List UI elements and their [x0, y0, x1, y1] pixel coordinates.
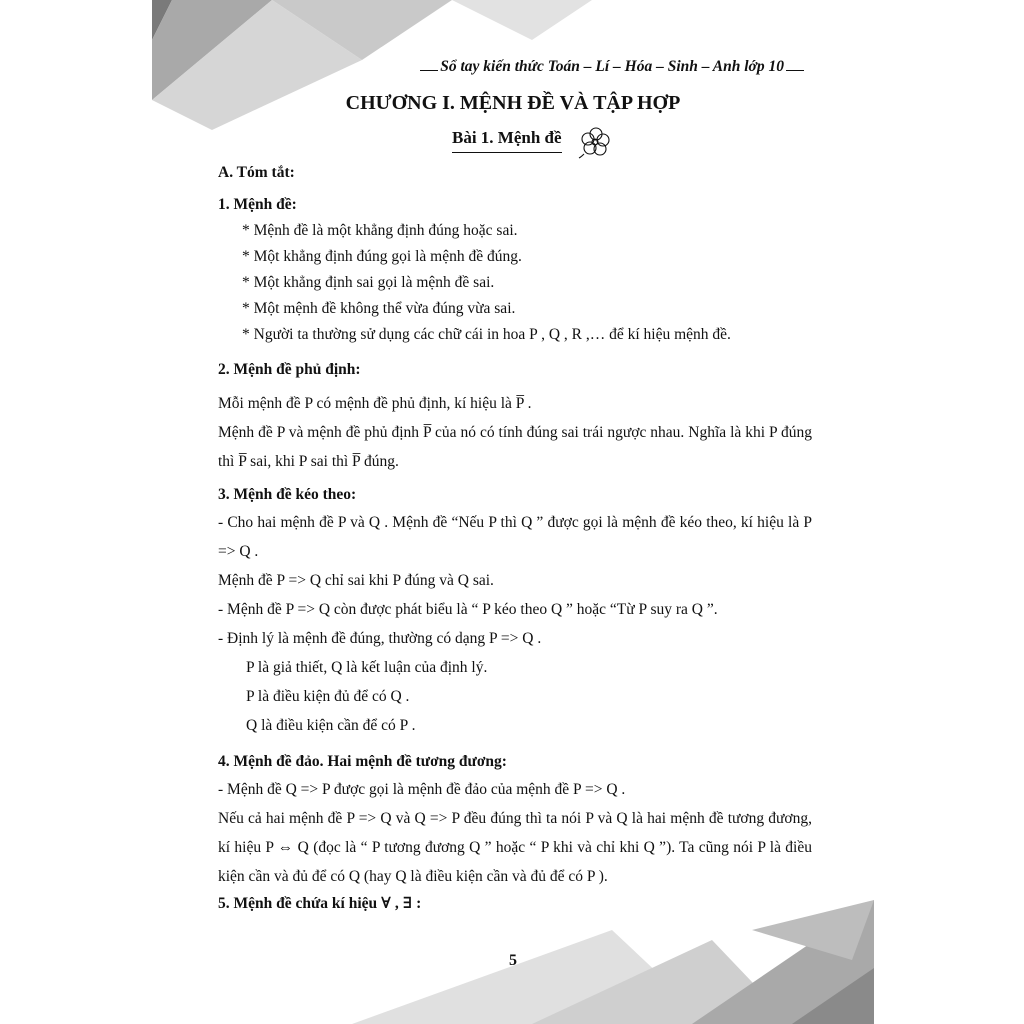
s1-item: * Một khẳng định đúng gọi là mệnh đề đúng. [242, 248, 522, 265]
top-triangle-light-3 [452, 0, 592, 40]
section-1-heading: 1. Mệnh đề: [218, 196, 297, 213]
s3-line: - Định lý là mệnh đề đúng, thường có dạng P => Q . [218, 630, 542, 647]
running-title: Sổ tay kiến thức Toán – Lí – Hóa – Sinh – Anh lớp 10 [440, 58, 784, 75]
s3-line: Mệnh đề P => Q chỉ sai khi P đúng và Q sai. [218, 572, 494, 589]
s2-line: Mệnh đề P và mệnh đề phủ định P̅ của nó có tính đúng sai trái ngược nhau. Nghĩa là khi P đúng thì P̅ sai, khi P sai thì P̅ đúng. [218, 424, 812, 470]
s4-line: - Mệnh đề Q => P được gọi là mệnh đề đảo của mệnh đề P => Q . [218, 781, 626, 798]
s3-sub-item: P là giả thiết, Q là kết luận của định lý. [246, 659, 488, 676]
s1-item: * Mệnh đề là một khẳng định đúng hoặc sai. [242, 222, 518, 239]
lesson-content [218, 160, 812, 917]
s2-line: Mỗi mệnh đề P có mệnh đề phủ định, kí hiệu là P̅ . [218, 395, 532, 412]
page-number: 5 [509, 952, 517, 969]
section-2-heading: 2. Mệnh đề phủ định: [218, 361, 361, 378]
s4-line: Nếu cả hai mệnh đề P => Q và Q => P đều đúng thì ta nói P và Q là hai mệnh đề tương đương, kí hiệu P ⇔ Q (đọc là “ P tương đương Q ” hoặc “ P khi và chỉ khi Q ”). Ta cũng nói P là điều kiện cần và đủ để có Q (hay Q là điều kiện cần và đủ để có P ). [218, 810, 812, 885]
s3-line: - Mệnh đề P => Q còn được phát biểu là “ P kéo theo Q ” hoặc “Từ P suy ra Q ”. [218, 601, 718, 618]
lesson-title: Bài 1. Mệnh đề [452, 128, 562, 153]
book-page [152, 0, 874, 1024]
flower-ornament-icon [578, 124, 614, 160]
s3-line: - Cho hai mệnh đề P và Q . Mệnh đề “Nếu P thì Q ” được gọi là mệnh đề kéo theo, kí hiệu là P => Q . [218, 514, 812, 560]
s3-sub-item: Q là điều kiện cần để có P . [246, 717, 416, 734]
section-3-heading: 3. Mệnh đề kéo theo: [218, 486, 357, 503]
section-5-heading: 5. Mệnh đề chứa kí hiệu ∀ , ∃ : [218, 895, 422, 912]
chapter-title: CHƯƠNG I. MỆNH ĐỀ VÀ TẬP HỢP [345, 92, 681, 114]
s1-item: * Người ta thường sử dụng các chữ cái in hoa P , Q , R ,… để kí hiệu mệnh đề. [242, 326, 731, 343]
running-header [418, 58, 806, 76]
s1-item: * Một khẳng định sai gọi là mệnh đề sai. [242, 274, 495, 291]
s3-sub-item: P là điều kiện đủ để có Q . [246, 688, 410, 705]
s1-item: * Một mệnh đề không thể vừa đúng vừa sai. [242, 300, 516, 317]
section-4-heading: 4. Mệnh đề đảo. Hai mệnh đề tương đương: [218, 753, 507, 770]
summary-heading: A. Tóm tắt: [218, 164, 295, 181]
